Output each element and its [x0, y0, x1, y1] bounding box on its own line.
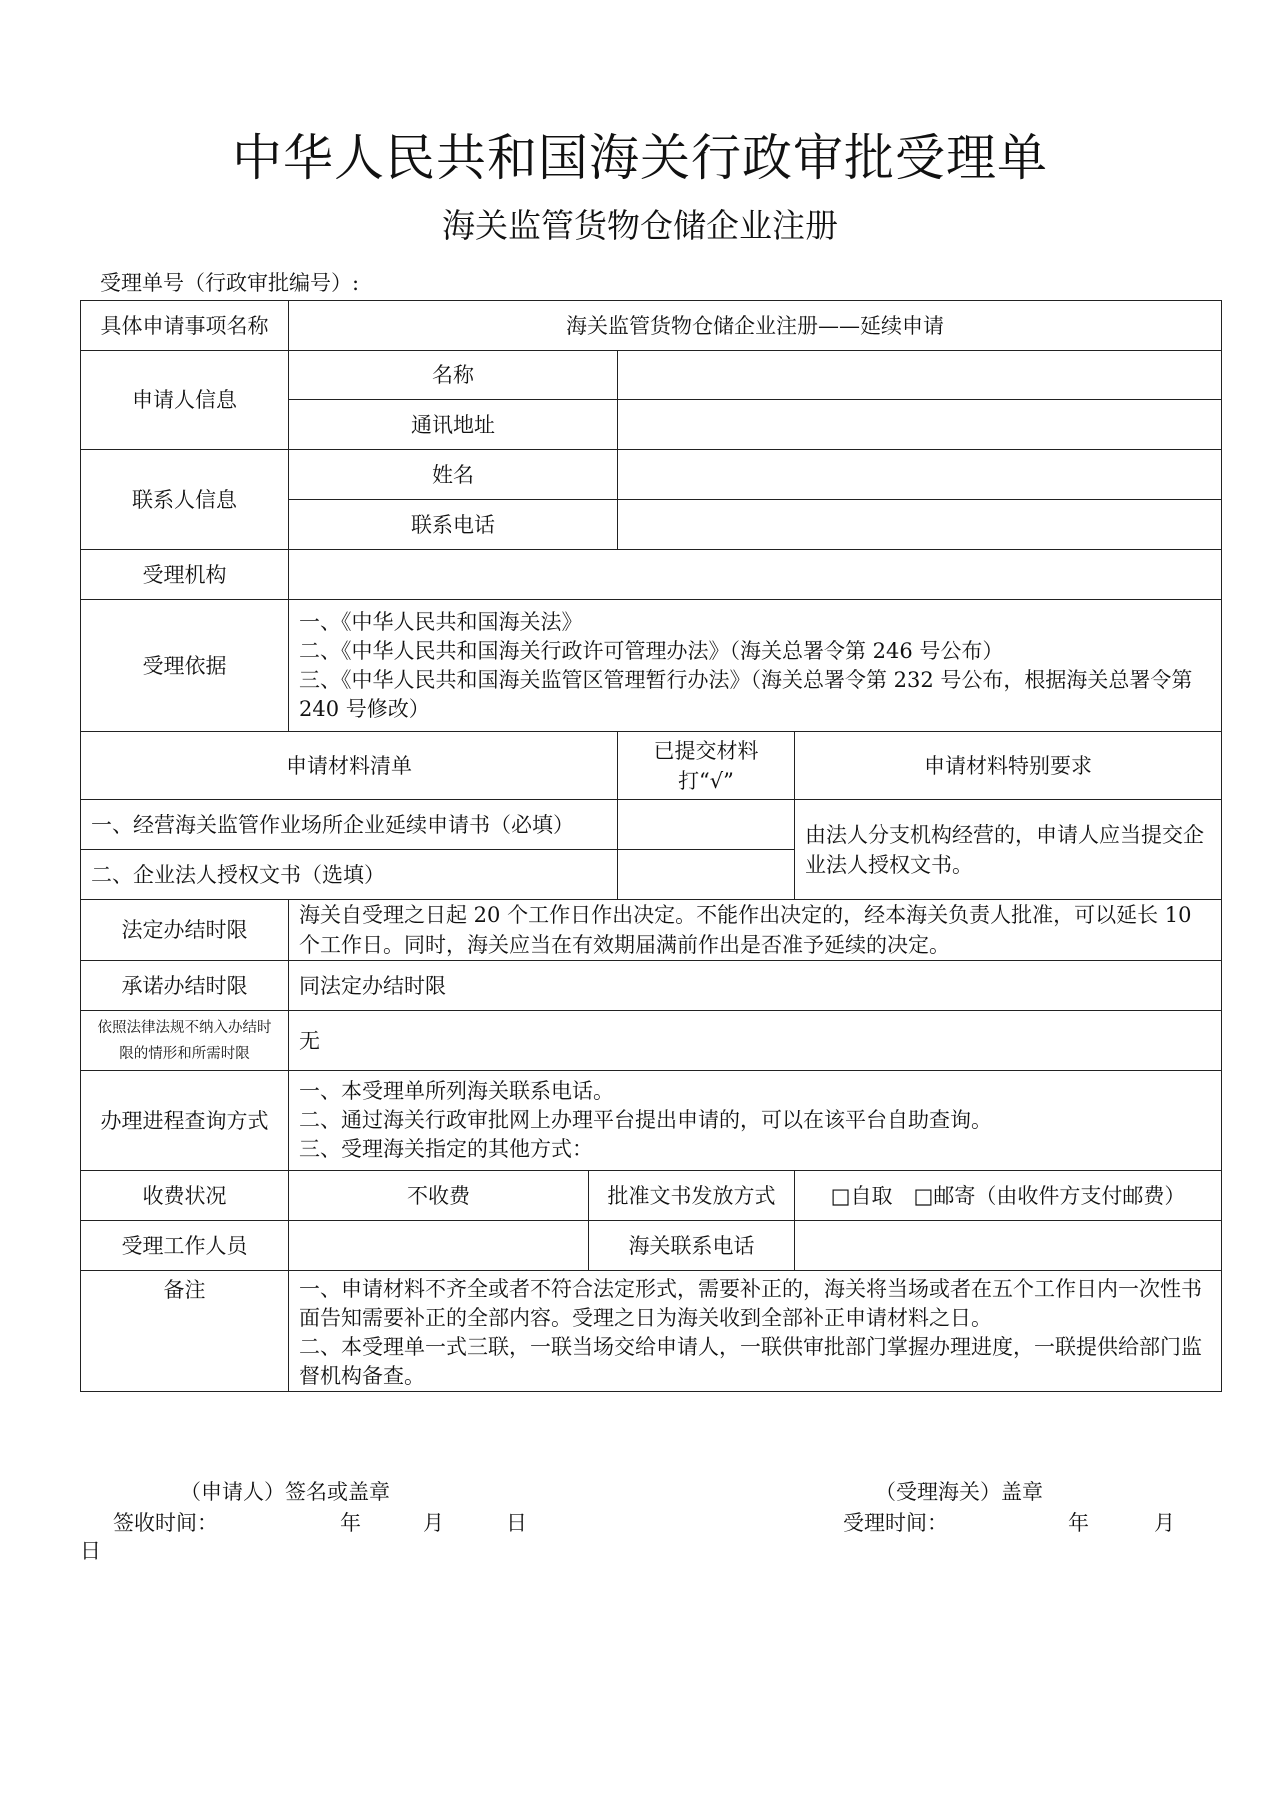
contact-name-row: [81, 450, 1222, 500]
item-label: 具体申请事项名称: [81, 301, 289, 351]
statutory-deadline-row: [81, 900, 1222, 961]
staff-field[interactable]: [289, 1221, 589, 1271]
receipt-time-label: 签收时间：: [113, 1511, 218, 1535]
receipt-day-label: 日: [506, 1511, 527, 1535]
item-value: 海关监管货物仓储企业注册——延续申请: [289, 301, 1222, 351]
basis-row: [81, 600, 1222, 732]
basis-line-3: 三、《中华人民共和国海关监管区管理暂行办法》（海关总署令第 232 号公布，根据海关总署令第 240 号修改）: [299, 667, 1193, 721]
submitted-header: [618, 732, 795, 800]
contact-phone-field[interactable]: [618, 500, 1222, 550]
applicant-name-label: 名称: [289, 351, 618, 400]
statutory-deadline-label: 法定办结时限: [81, 900, 289, 961]
query-line-1: 一、本受理单所列海关联系电话。: [299, 1079, 614, 1103]
excluded-period-value: 无: [289, 1011, 1222, 1071]
fee-label: 收费状况: [81, 1171, 289, 1221]
material-checkbox-2[interactable]: [618, 850, 795, 900]
applicant-address-label: 通讯地址: [289, 400, 618, 450]
staff-row: [81, 1221, 1222, 1271]
acceptance-form-table: [80, 300, 1222, 1392]
basis-line-2: 二、《中华人民共和国海关行政许可管理办法》（海关总署令第 246 号公布）: [299, 638, 1004, 663]
contact-name-field[interactable]: [618, 450, 1222, 500]
basis-line-1: 一、《中华人民共和国海关法》: [299, 609, 583, 634]
applicant-signature-label: （申请人）签名或盖章: [180, 1480, 390, 1504]
basis-label: 受理依据: [81, 600, 289, 732]
applicant-address-field[interactable]: [618, 400, 1222, 450]
receipt-year-label: 年: [340, 1511, 361, 1535]
submitted-header-line-2: 打“√”: [678, 768, 734, 793]
contact-info-label: 联系人信息: [81, 450, 289, 550]
delivery-method-label: 批准文书发放方式: [589, 1171, 795, 1221]
accept-time-label: 受理时间：: [843, 1511, 948, 1535]
material-item-1: 一、经营海关监管作业场所企业延续申请书（必填）: [81, 800, 618, 850]
remarks-label: 备注: [81, 1271, 289, 1392]
materials-header-row: [81, 732, 1222, 800]
contact-phone-label: 联系电话: [289, 500, 618, 550]
query-line-2: 二、通过海关行政审批网上办理平台提出申请的，可以在该平台自助查询。: [299, 1108, 992, 1132]
material-checkbox-1[interactable]: [618, 800, 795, 850]
remarks-line-1: 一、申请材料不齐全或者不符合法定形式，需要补正的，海关将当场或者在五个工作日内一次性书面告知需要补正的全部内容。受理之日为海关收到全部补正申请材料之日。: [299, 1277, 1202, 1330]
excluded-period-row: [81, 1011, 1222, 1071]
accept-year-label: 年: [1068, 1511, 1089, 1535]
agency-row: [81, 550, 1222, 600]
excluded-period-label: 依照法律法规不纳入办结时限的情形和所需时限: [81, 1011, 289, 1071]
applicant-name-field[interactable]: [618, 351, 1222, 400]
contact-name-label: 姓名: [289, 450, 618, 500]
query-method-row: [81, 1071, 1222, 1171]
submitted-header-line-1: 已提交材料: [653, 738, 759, 763]
fee-row: [81, 1171, 1222, 1221]
form-subtitle: 海关监管货物仓储企业注册: [442, 206, 838, 245]
material-item-2: 二、企业法人授权文书（选填）: [81, 850, 618, 900]
promised-deadline-value: 同法定办结时限: [289, 961, 1222, 1011]
agency-field[interactable]: [289, 550, 1222, 600]
remarks-row: [81, 1271, 1222, 1392]
delivery-method-options[interactable]: □自取 □邮寄（由收件方支付邮费）: [795, 1171, 1222, 1221]
materials-list-header: 申请材料清单: [81, 732, 618, 800]
requirements-header: 申请材料特别要求: [795, 732, 1222, 800]
query-method-label: 办理进程查询方式: [81, 1071, 289, 1171]
material-row-1: [81, 800, 1222, 850]
customs-phone-field[interactable]: [795, 1221, 1222, 1271]
customs-seal-label: （受理海关）盖章: [875, 1480, 1043, 1504]
fee-value: 不收费: [289, 1171, 589, 1221]
promised-deadline-row: [81, 961, 1222, 1011]
accept-month-label: 月: [1154, 1511, 1175, 1535]
applicant-info-label: 申请人信息: [81, 351, 289, 450]
item-row: [81, 301, 1222, 351]
applicant-name-row: [81, 351, 1222, 400]
query-line-3: 三、受理海关指定的其他方式：: [299, 1137, 593, 1161]
form-title: 中华人民共和国海关行政审批受理单: [232, 129, 1048, 187]
staff-label: 受理工作人员: [81, 1221, 289, 1271]
material-requirements: 由法人分支机构经营的，申请人应当提交企业法人授权文书。: [795, 800, 1222, 900]
basis-content: [289, 600, 1222, 732]
remarks-content: [289, 1271, 1222, 1392]
statutory-deadline-value: 海关自受理之日起 20 个工作日作出决定。不能作出决定的，经本海关负责人批准，可以延长 10 个工作日。同时，海关应当在有效期届满前作出是否准予延续的决定。: [289, 900, 1222, 961]
remarks-line-2: 二、本受理单一式三联，一联当场交给申请人，一联供审批部门掌握办理进度，一联提供给部门监督机构备查。: [299, 1335, 1202, 1388]
receipt-month-label: 月: [423, 1511, 444, 1535]
accept-number-label: 受理单号（行政审批编号）:: [100, 271, 360, 295]
customs-phone-label: 海关联系电话: [589, 1221, 795, 1271]
accept-day-label: 日: [80, 1539, 101, 1563]
query-method-content: [289, 1071, 1222, 1171]
promised-deadline-label: 承诺办结时限: [81, 961, 289, 1011]
agency-label: 受理机构: [81, 550, 289, 600]
